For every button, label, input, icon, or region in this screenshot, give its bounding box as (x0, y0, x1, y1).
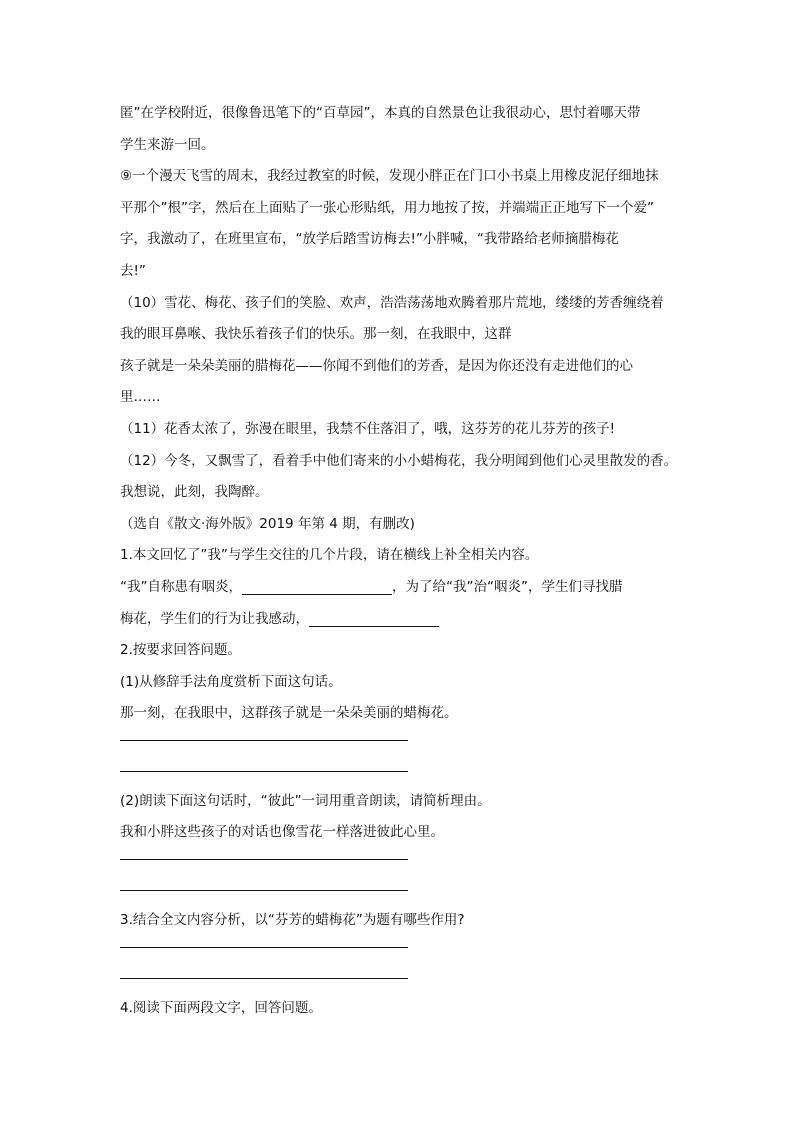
answer-line[interactable] (120, 978, 408, 979)
question-1-text-c: 梅花，学生们的行为让我感动， (120, 610, 309, 627)
paragraph-8-line-2: 学生来游一回。 (120, 136, 215, 153)
question-2-sub-1-title: (1)从修辞手法角度赏析下面这句话。 (120, 673, 342, 690)
question-2-sub-2-quote: 我和小胖这些孩子的对话也像雪花一样落进彼此心里。 (120, 824, 444, 841)
paragraph-11: （11）花香太浓了，弥漫在眼里，我禁不住落泪了，哦，这芬芳的花儿芬芳的孩子! (120, 420, 616, 437)
paragraph-9-line-3: 字，我激动了，在班里宣布，“放学后踏雪访梅去!”小胖喊，“我带路给老师摘腊梅花 (120, 231, 619, 248)
answer-line[interactable] (120, 740, 408, 741)
document-page (120, 98, 680, 1024)
paragraph-12-line-1: （12）今冬，又飘雪了，看着手中他们寄来的小小蜡梅花，我分明闻到他们心灵里散发的香。 (120, 452, 678, 469)
paragraph-10-line-2: 我的眼耳鼻喉、我快乐着孩子们的快乐。那一刻，在我眼中，这群 (120, 326, 512, 343)
question-2-sub-1-quote: 那一刻，在我眼中，这群孩子就是一朵朵美丽的蜡梅花。 (120, 705, 458, 722)
answer-line[interactable] (120, 890, 408, 891)
paragraph-10-line-4: 里…… (120, 389, 161, 406)
question-2-sub-2-answer-area (120, 849, 680, 891)
question-2-title: 2.按要求回答问题。 (120, 642, 241, 659)
source-citation: （选自《散文·海外版》2019 年第 4 期，有删改) (120, 515, 415, 532)
question-1-line-1 (120, 572, 680, 604)
question-3-title: 3.结合全文内容分析，以“芬芳的蜡梅花”为题有哪些作用? (120, 912, 465, 929)
paragraph-8-line-1: 匿”在学校附近，很像鲁迅笔下的“百草园”，本真的自然景色让我很动心，思忖着哪天带 (120, 105, 641, 121)
question-4-title: 4.阅读下面两段文字，回答问题。 (120, 999, 322, 1016)
paragraph-9-line-4: 去!” (120, 262, 146, 279)
paragraph-10-line-3: 孩子就是一朵朵美丽的腊梅花——你闻不到他们的芳香，是因为你还没有走进他们的心 (120, 357, 633, 374)
answer-line[interactable] (120, 947, 408, 948)
answer-blank-2[interactable] (309, 612, 439, 627)
question-1-line-2 (120, 604, 680, 636)
question-1-text-a: “我”自称患有咽炎， (120, 578, 242, 595)
question-1-title: 1.本文回忆了”我”与学生交往的几个片段，请在横线上补全相关内容。 (120, 547, 539, 564)
answer-blank-1[interactable] (242, 580, 392, 595)
answer-line[interactable] (120, 771, 408, 772)
question-3-answer-area (120, 937, 680, 979)
question-1-text-b: ，为了给“我”治“咽炎”，学生们寻找腊 (392, 578, 623, 595)
paragraph-9-line-2: 平那个”根”字，然后在上面贴了一张心形贴纸，用力地按了按，并端端正正地写下一个爱” (120, 199, 654, 216)
answer-line[interactable] (120, 859, 408, 860)
question-2-sub-2-title: (2)朗读下面这句话时，“彼此”一词用重音朗读，请简析理由。 (120, 792, 491, 809)
paragraph-12-line-2: 我想说，此刻，我陶醉。 (120, 484, 269, 501)
question-2-sub-1-answer-area (120, 730, 680, 772)
paragraph-9-line-1: ⑨一个漫天飞雪的周末，我经过教室的时候，发现小胖正在门口小书桌上用橡皮泥仔细地抹 (120, 168, 659, 185)
paragraph-10-line-1: （10）雪花、梅花、孩子们的笑脸、欢声，浩浩荡荡地欢腾着那片荒地，缕缕的芳香缠绕着 (120, 294, 664, 311)
